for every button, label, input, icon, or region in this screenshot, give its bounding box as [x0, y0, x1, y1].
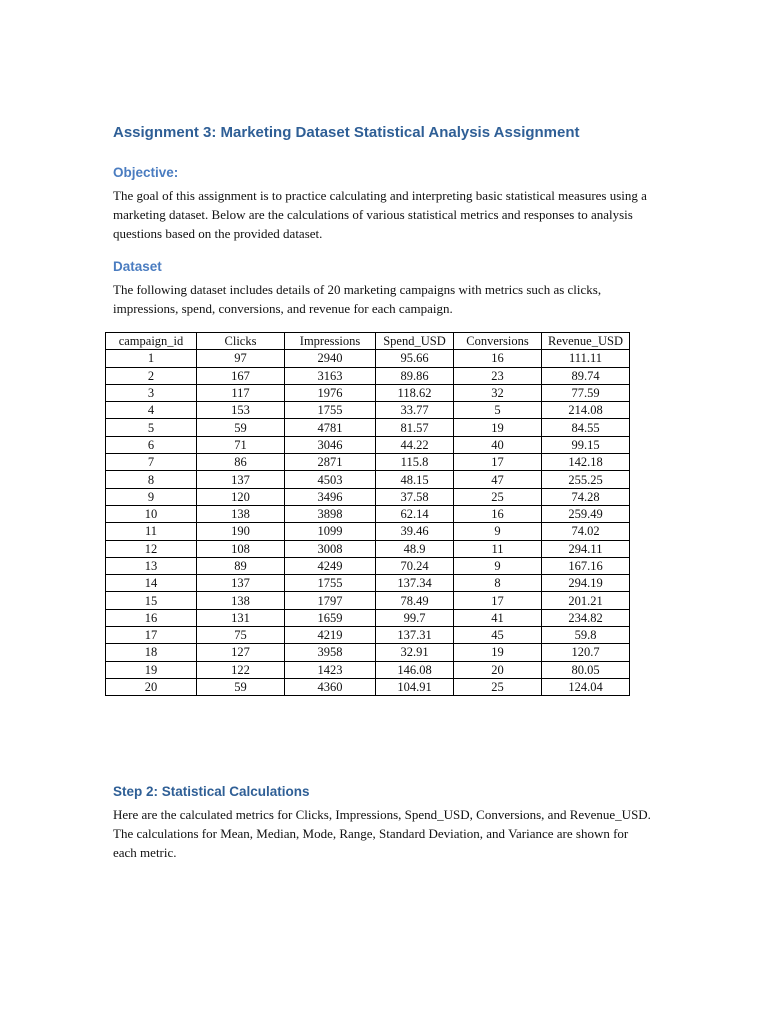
table-cell: 4219 [285, 627, 376, 644]
table-row [106, 627, 630, 644]
table-cell: 138 [197, 592, 285, 609]
table-cell: 33.77 [376, 402, 454, 419]
table-cell: 214.08 [542, 402, 630, 419]
table-cell: 115.8 [376, 454, 454, 471]
table-cell: 9 [454, 557, 542, 574]
table-cell: 89.74 [542, 367, 630, 384]
table-cell: 4 [106, 402, 197, 419]
table-cell: 8 [106, 471, 197, 488]
table-cell: 25 [454, 488, 542, 505]
table-cell: 81.57 [376, 419, 454, 436]
table-cell: 95.66 [376, 350, 454, 367]
objective-heading: Objective: [113, 165, 179, 180]
table-cell: 10 [106, 505, 197, 522]
table-cell: 3958 [285, 644, 376, 661]
table-cell: 13 [106, 557, 197, 574]
table-cell: 111.11 [542, 350, 630, 367]
table-cell: 153 [197, 402, 285, 419]
table-cell: 59 [197, 678, 285, 695]
table-cell: 17 [454, 592, 542, 609]
table-cell: 11 [454, 540, 542, 557]
table-cell: 17 [454, 454, 542, 471]
table-cell: 80.05 [542, 661, 630, 678]
table-cell: 1755 [285, 402, 376, 419]
table-cell: 75 [197, 627, 285, 644]
table-cell: 118.62 [376, 384, 454, 401]
table-row [106, 454, 630, 471]
table-cell: 137.31 [376, 627, 454, 644]
table-cell: 41 [454, 609, 542, 626]
table-cell: 15 [106, 592, 197, 609]
dataset-heading: Dataset [113, 259, 162, 274]
objective-paragraph: The goal of this assignment is to practice calculating and interpreting basic statistical measures using a marketing dataset. Below are the calculations of various statistical metrics and responses to analysis questions based on the provided dataset. [113, 188, 647, 241]
table-cell: 17 [106, 627, 197, 644]
column-header: Impressions [285, 333, 376, 350]
table-cell: 1659 [285, 609, 376, 626]
table-cell: 1099 [285, 523, 376, 540]
table-cell: 3496 [285, 488, 376, 505]
table-cell: 86 [197, 454, 285, 471]
table-row [106, 540, 630, 557]
table-cell: 294.19 [542, 575, 630, 592]
table-cell: 1423 [285, 661, 376, 678]
table-cell: 74.28 [542, 488, 630, 505]
table-cell: 1797 [285, 592, 376, 609]
table-row [106, 488, 630, 505]
table-row [106, 436, 630, 453]
table-cell: 294.11 [542, 540, 630, 557]
table-row [106, 609, 630, 626]
table-cell: 190 [197, 523, 285, 540]
table-cell: 1976 [285, 384, 376, 401]
table-cell: 4249 [285, 557, 376, 574]
table-cell: 4781 [285, 419, 376, 436]
table-cell: 74.02 [542, 523, 630, 540]
table-cell: 99.7 [376, 609, 454, 626]
table-row [106, 505, 630, 522]
table-cell: 84.55 [542, 419, 630, 436]
table-cell: 77.59 [542, 384, 630, 401]
table-cell: 32.91 [376, 644, 454, 661]
table-cell: 12 [106, 540, 197, 557]
table-cell: 23 [454, 367, 542, 384]
step2-heading: Step 2: Statistical Calculations [113, 784, 310, 799]
table-cell: 2 [106, 367, 197, 384]
table-cell: 16 [106, 609, 197, 626]
table-cell: 70.24 [376, 557, 454, 574]
table-cell: 4503 [285, 471, 376, 488]
table-cell: 45 [454, 627, 542, 644]
table-row [106, 384, 630, 401]
table-row [106, 557, 630, 574]
table-cell: 122 [197, 661, 285, 678]
table-row [106, 350, 630, 367]
column-header: Spend_USD [376, 333, 454, 350]
table-cell: 3898 [285, 505, 376, 522]
table-row [106, 644, 630, 661]
table-row [106, 471, 630, 488]
dataset-paragraph: The following dataset includes details of 20 marketing campaigns with metrics such as clicks, impressions, spend, conversions, and revenue for each campaign. [113, 282, 602, 316]
column-header: Clicks [197, 333, 285, 350]
table-cell: 18 [106, 644, 197, 661]
table-cell: 2940 [285, 350, 376, 367]
table-cell: 32 [454, 384, 542, 401]
table-cell: 59 [197, 419, 285, 436]
table-cell: 167 [197, 367, 285, 384]
table-cell: 40 [454, 436, 542, 453]
table-cell: 89.86 [376, 367, 454, 384]
table-cell: 120.7 [542, 644, 630, 661]
table-cell: 104.91 [376, 678, 454, 695]
table-cell: 137 [197, 575, 285, 592]
table-row [106, 402, 630, 419]
table-cell: 234.82 [542, 609, 630, 626]
table-cell: 142.18 [542, 454, 630, 471]
table-cell: 44.22 [376, 436, 454, 453]
table-cell: 2871 [285, 454, 376, 471]
table-row [106, 575, 630, 592]
table-header-row [106, 333, 630, 350]
table-cell: 48.15 [376, 471, 454, 488]
table-cell: 14 [106, 575, 197, 592]
table-cell: 48.9 [376, 540, 454, 557]
table-cell: 1755 [285, 575, 376, 592]
table-cell: 3163 [285, 367, 376, 384]
table-cell: 39.46 [376, 523, 454, 540]
table-row [106, 678, 630, 695]
table-cell: 99.15 [542, 436, 630, 453]
table-cell: 117 [197, 384, 285, 401]
table-cell: 124.04 [542, 678, 630, 695]
table-cell: 19 [454, 644, 542, 661]
table-cell: 47 [454, 471, 542, 488]
table-cell: 137 [197, 471, 285, 488]
table-cell: 7 [106, 454, 197, 471]
table-cell: 19 [106, 661, 197, 678]
column-header: Revenue_USD [542, 333, 630, 350]
table-cell: 71 [197, 436, 285, 453]
table-cell: 138 [197, 505, 285, 522]
table-cell: 146.08 [376, 661, 454, 678]
table-cell: 3046 [285, 436, 376, 453]
table-cell: 201.21 [542, 592, 630, 609]
column-header: Conversions [454, 333, 542, 350]
table-body [106, 350, 630, 696]
table-cell: 16 [454, 350, 542, 367]
table-cell: 6 [106, 436, 197, 453]
table-cell: 20 [106, 678, 197, 695]
table-cell: 20 [454, 661, 542, 678]
table-cell: 16 [454, 505, 542, 522]
table-row [106, 419, 630, 436]
table-cell: 89 [197, 557, 285, 574]
table-cell: 3008 [285, 540, 376, 557]
table-cell: 97 [197, 350, 285, 367]
table-row [106, 661, 630, 678]
table-cell: 259.49 [542, 505, 630, 522]
table-cell: 78.49 [376, 592, 454, 609]
table-cell: 4360 [285, 678, 376, 695]
table-cell: 108 [197, 540, 285, 557]
campaign-data-table [105, 332, 630, 696]
table-cell: 11 [106, 523, 197, 540]
table-cell: 1 [106, 350, 197, 367]
table-cell: 255.25 [542, 471, 630, 488]
table-cell: 8 [454, 575, 542, 592]
table-cell: 5 [454, 402, 542, 419]
table-cell: 137.34 [376, 575, 454, 592]
table-cell: 25 [454, 678, 542, 695]
table-cell: 167.16 [542, 557, 630, 574]
table-cell: 59.8 [542, 627, 630, 644]
table-cell: 3 [106, 384, 197, 401]
document-title: Assignment 3: Marketing Dataset Statistical Analysis Assignment [113, 124, 580, 141]
table-cell: 37.58 [376, 488, 454, 505]
table-cell: 127 [197, 644, 285, 661]
table-cell: 62.14 [376, 505, 454, 522]
table-cell: 131 [197, 609, 285, 626]
table-cell: 9 [454, 523, 542, 540]
table-row [106, 523, 630, 540]
table-cell: 120 [197, 488, 285, 505]
table-cell: 19 [454, 419, 542, 436]
table-row [106, 592, 630, 609]
step2-paragraph: Here are the calculated metrics for Clicks, Impressions, Spend_USD, Conversions, and Revenue_USD. The calculations for Mean, Median, Mode, Range, Standard Deviation, and Variance are shown for each metric. [113, 807, 651, 860]
table-row [106, 367, 630, 384]
table-cell: 5 [106, 419, 197, 436]
column-header: campaign_id [106, 333, 197, 350]
table-cell: 9 [106, 488, 197, 505]
